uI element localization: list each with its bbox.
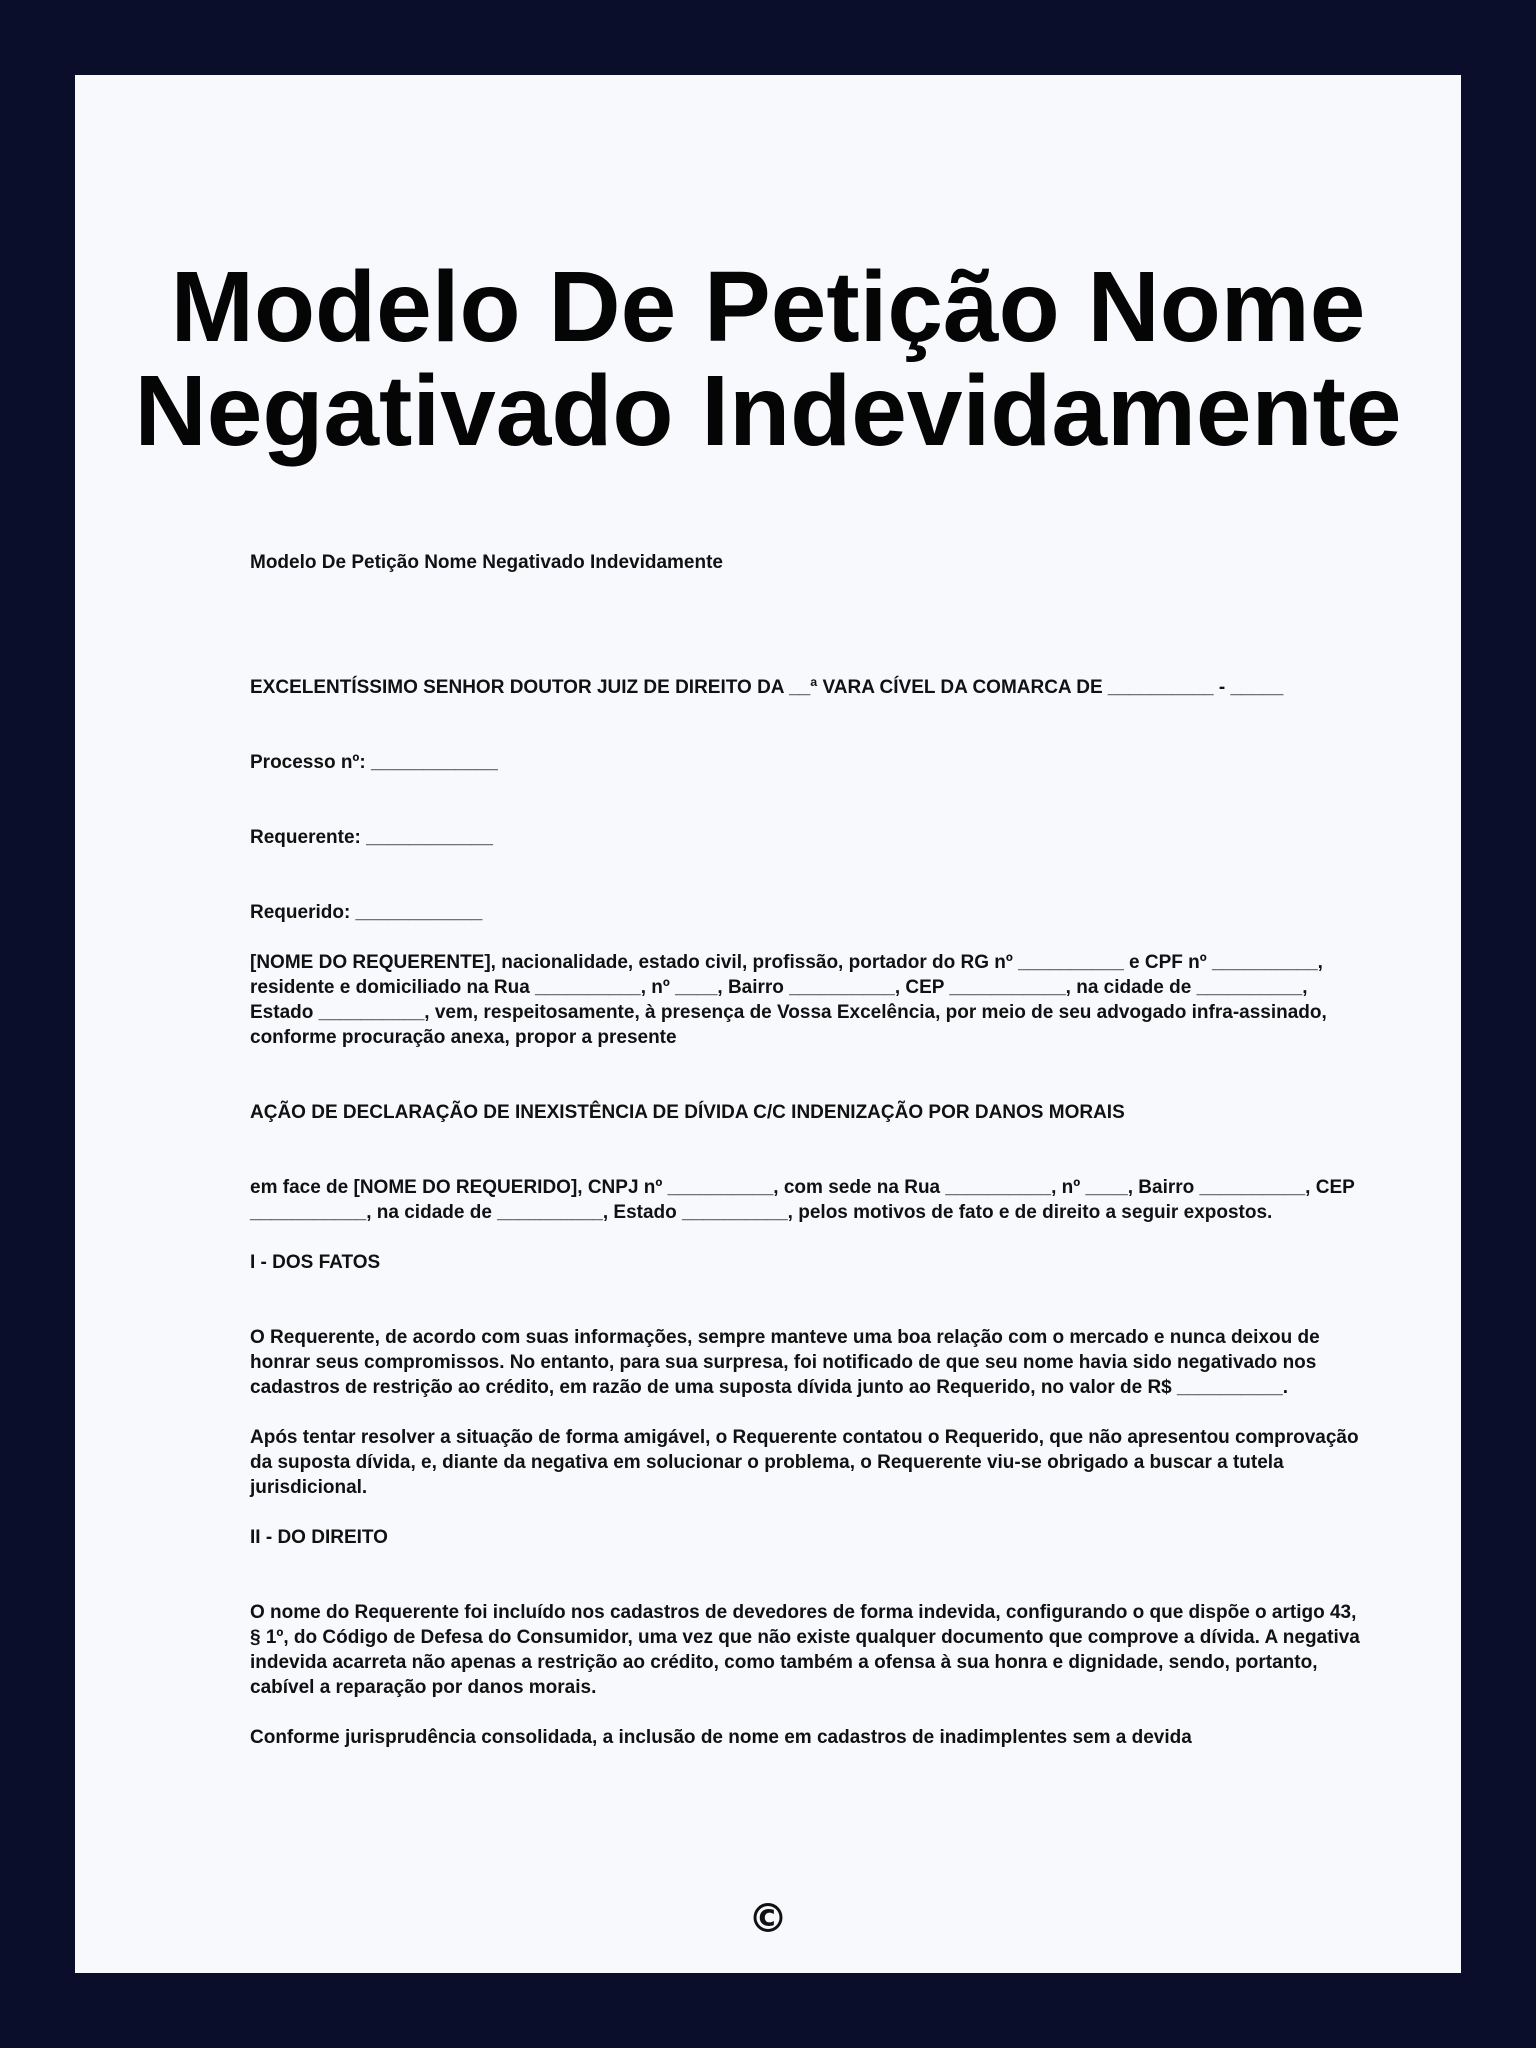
copyright-icon: © [748, 1896, 788, 1942]
defendant-paragraph: em face de [NOME DO REQUERIDO], CNPJ nº __________, com sede na Rua __________, nº ____, Bairro __________, CEP ___________, na cidade de __________, Estado __________, pelos motivos de fato e de direito a seguir expostos. [250, 1177, 1355, 1223]
action-title: AÇÃO DE DECLARAÇÃO DE INEXISTÊNCIA DE DÍVIDA C/C INDENIZAÇÃO POR DANOS MORAIS [250, 1102, 1125, 1123]
document-page [75, 75, 1461, 1973]
law-paragraph-2: Conforme jurisprudência consolidada, a inclusão de nome em cadastros de inadimplentes sem a devida [250, 1727, 1192, 1748]
document-body [250, 550, 1360, 1750]
requerente-line: Requerente: ____________ [250, 827, 493, 848]
page-title: Modelo De Petição Nome Negativado Indevidamente [134, 251, 1402, 467]
facts-paragraph-1: O Requerente, de acordo com suas informações, sempre manteve uma boa relação com o mercado e nunca deixou de honrar seus compromissos. No entanto, para sua surpresa, foi notificado de que seu nome havia sido negativado nos cadastros de restrição ao crédito, em razão de uma suposta dívida junto ao Requerido, no valor de R$ __________. [250, 1327, 1320, 1398]
processo-line: Processo nº: ____________ [250, 752, 498, 773]
requerido-line: Requerido: ____________ [250, 902, 483, 923]
facts-paragraph-2: Após tentar resolver a situação de forma amigável, o Requerente contatou o Requerido, que não apresentou comprovação da suposta dívida, e, diante da negativa em solucionar o problema, o Requerente viu-se obrigado a buscar a tutela jurisdicional. [250, 1427, 1359, 1498]
addressee: EXCELENTÍSSIMO SENHOR DOUTOR JUIZ DE DIREITO DA __ª VARA CÍVEL DA COMARCA DE __________ - _____ [250, 677, 1284, 698]
qualification-paragraph: [NOME DO REQUERENTE], nacionalidade, estado civil, profissão, portador do RG nº __________ e CPF nº __________, residente e domiciliado na Rua __________, nº ____, Bairro __________, CEP ___________, na cidade de __________, Estado __________, vem, respeitosamente, à presença de Vossa Excelência, por meio de seu advogado infra-assinado, conforme procuração anexa, propor a presente [250, 952, 1327, 1048]
document-subtitle: Modelo De Petição Nome Negativado Indevidamente [250, 552, 723, 573]
law-paragraph-1: O nome do Requerente foi incluído nos cadastros de devedores de forma indevida, configurando o que dispõe o artigo 43, § 1º, do Código de Defesa do Consumidor, uma vez que não existe qualquer documento que comprove a dívida. A negativa indevida acarreta não apenas a restrição ao crédito, como também a ofensa à sua honra e dignidade, sendo, portanto, cabível a reparação por danos morais. [250, 1602, 1360, 1698]
section-heading-law: II - DO DIREITO [250, 1527, 388, 1548]
section-heading-facts: I - DOS FATOS [250, 1252, 381, 1273]
